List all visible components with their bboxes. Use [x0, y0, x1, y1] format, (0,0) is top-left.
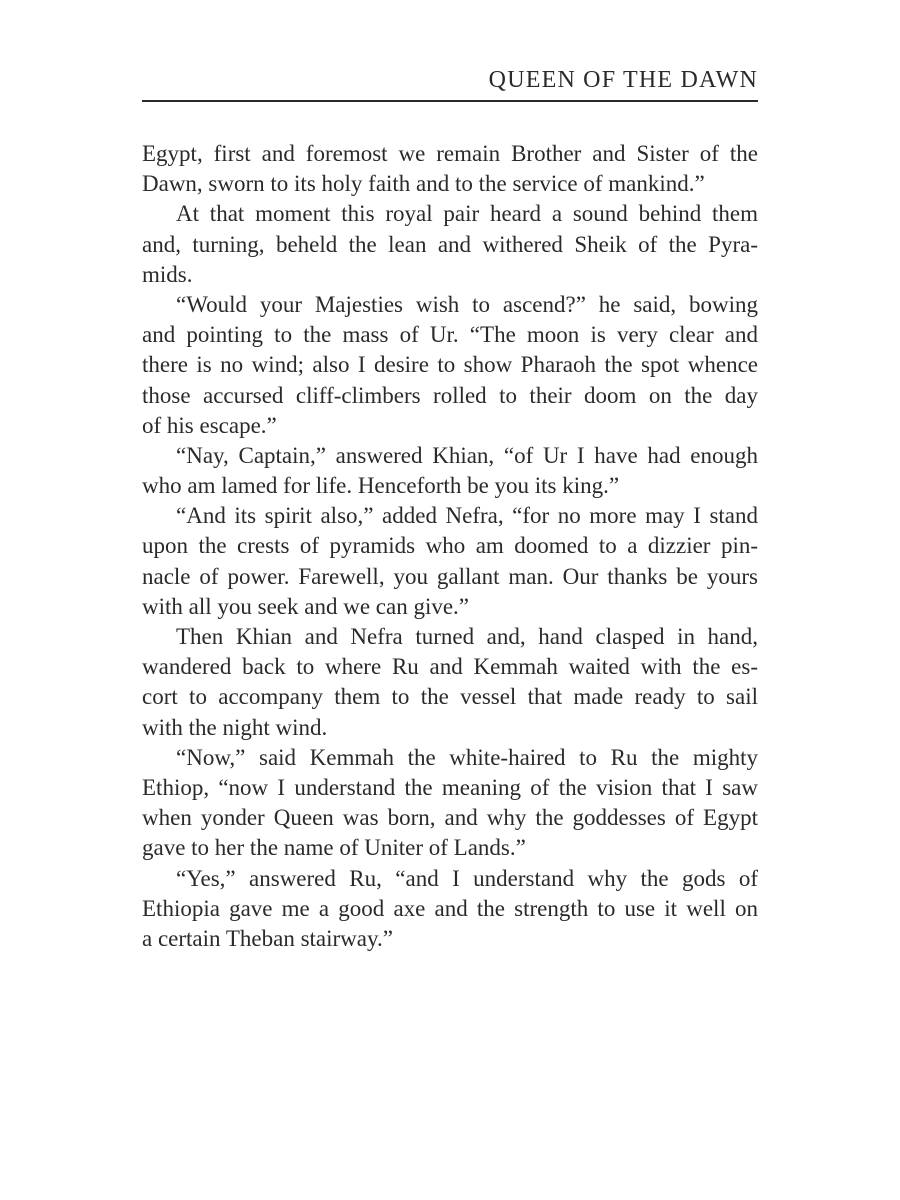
text-line: Dawn, sworn to its holy faith and to the service of mankind.” — [142, 171, 705, 197]
text-line: those accursed cliff-climbers rolled to their doom on the day — [142, 382, 758, 408]
text-line: “Would your Majesties wish to ascend?” he said, bowing — [176, 291, 758, 317]
text-line: when yonder Queen was born, and why the goddesses of Egypt — [142, 805, 758, 831]
text-line: nacle of power. Farewell, you gallant man. Our thanks be yours — [142, 563, 758, 589]
text-line: wandered back to where Ru and Kemmah waited with the es- — [142, 654, 758, 680]
text-line: gave to her the name of Uniter of Lands.” — [142, 835, 526, 861]
running-header — [142, 62, 758, 102]
text-line: “Now,” said Kemmah the white-haired to Ru the mighty — [176, 744, 758, 770]
text-line: Egypt, first and foremost we remain Brother and Sister of the — [142, 141, 758, 166]
text-line: and, turning, beheld the lean and withered Sheik of the Pyra- — [142, 231, 758, 257]
text-line: cort to accompany them to the vessel that made ready to sail — [142, 684, 758, 710]
text-line: with the night wind. — [142, 714, 328, 740]
text-line: “And its spirit also,” added Nefra, “for no more may I stand — [176, 503, 758, 529]
text-line: mids. — [142, 261, 193, 287]
body-text — [142, 139, 758, 954]
text-line: who am lamed for life. Henceforth be you its king.” — [142, 473, 620, 499]
text-line: “Yes,” answered Ru, “and I understand why the gods of — [176, 865, 758, 891]
text-line: Ethiop, “now I understand the meaning of the vision that I saw — [142, 774, 758, 800]
text-line: upon the crests of pyramids who am doomed to a dizzier pin- — [142, 533, 758, 559]
text-line: Then Khian and Nefra turned and, hand clasped in hand, — [176, 624, 758, 649]
text-line: “Nay, Captain,” answered Khian, “of Ur I have had enough — [176, 442, 758, 468]
text-line: a certain Theban stairway.” — [142, 925, 393, 951]
running-title: QUEEN OF THE DAWN — [488, 67, 758, 93]
text-line: there is no wind; also I desire to show Pharaoh the spot whence — [142, 352, 758, 378]
text-line: of his escape.” — [142, 412, 277, 438]
text-line: At that moment this royal pair heard a sound behind them — [176, 201, 758, 227]
text-line: Ethiopia gave me a good axe and the strength to use it well on — [142, 895, 758, 921]
text-line: and pointing to the mass of Ur. “The moon is very clear and — [142, 322, 758, 348]
text-line: with all you seek and we can give.” — [142, 593, 469, 619]
